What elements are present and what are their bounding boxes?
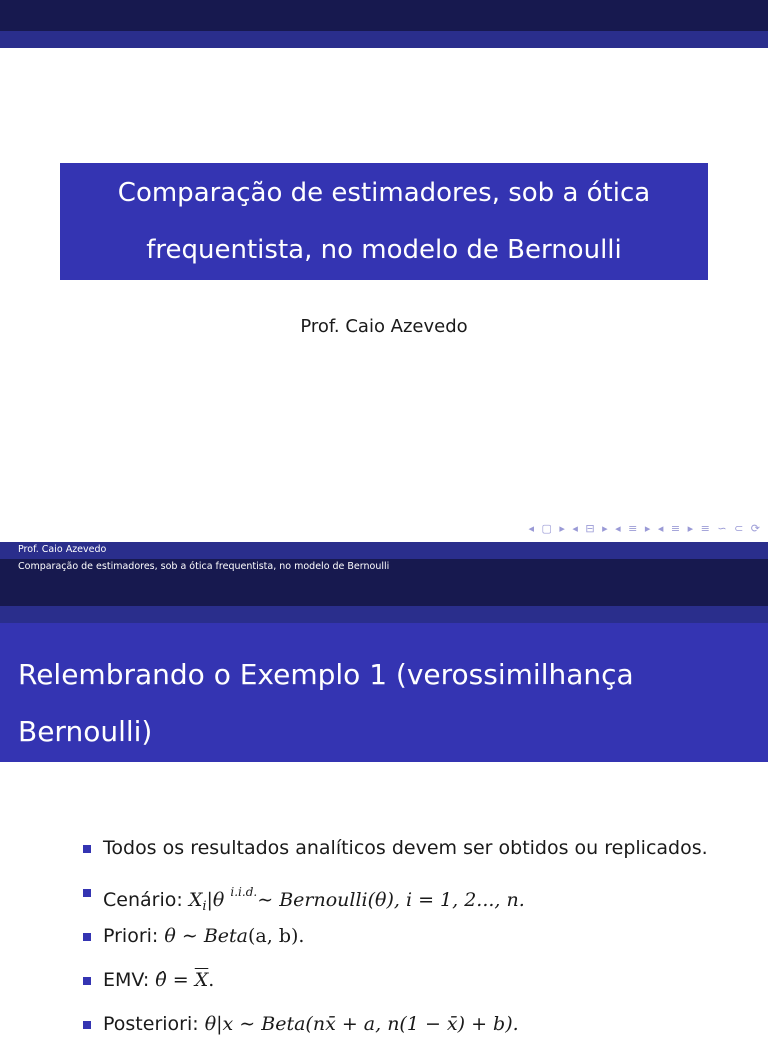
- bullet-marker-icon: [83, 845, 91, 853]
- math-distribution: Bernoulli: [279, 889, 368, 911]
- frame-title-line-1: Relembrando o Exemplo 1 (verossimilhança Bernoulli): [18, 658, 634, 748]
- math-conditional: |θ: [206, 889, 225, 911]
- bullet-item: [83, 877, 753, 921]
- slide1-header-band-light: [0, 31, 768, 48]
- math-subscript: i: [202, 899, 207, 914]
- math-expression: θ ∼: [164, 925, 198, 947]
- math-distribution: Beta: [203, 925, 249, 947]
- footer-band-author: [0, 542, 768, 559]
- bullet-marker-icon: [83, 933, 91, 941]
- math-estimator: θ̂: [155, 969, 167, 991]
- bullet-label: Cenário:: [103, 889, 183, 911]
- bullet-label: Posteriori:: [103, 1013, 199, 1035]
- math-rest: (θ), i = 1, 2..., n.: [367, 889, 525, 911]
- title-box: [60, 163, 708, 280]
- bullet-list: [83, 833, 753, 1053]
- beamer-navigation-icons[interactable]: ◂ ▢ ▸ ◂ ⊟ ▸ ◂ ≡ ▸ ◂ ≡ ▸ ≡ ∽ ⊂ ⟳: [528, 522, 762, 535]
- bullet-marker-icon: [83, 889, 91, 897]
- slide2-header-band-dark: [0, 579, 768, 606]
- bullet-marker-icon: [83, 1021, 91, 1029]
- bullet-item: [83, 833, 753, 877]
- title-line-2: frequentista, no modelo de Bernoulli: [146, 234, 622, 265]
- bullet-text: Todos os resultados analíticos devem ser obtidos ou replicados.: [103, 837, 708, 859]
- bullet-item: [83, 921, 753, 965]
- math-rest: (a, b).: [248, 925, 305, 947]
- math-sim: ∼: [257, 889, 274, 911]
- author-name: Prof. Caio Azevedo: [300, 316, 468, 337]
- math-period: .: [208, 969, 215, 991]
- slide2-header-band-light: [0, 606, 768, 623]
- title-line-1: Comparação de estimadores, sob a ótica: [117, 177, 651, 208]
- math-iid-label: i.i.d.: [230, 885, 258, 899]
- bullet-label: Priori:: [103, 925, 159, 947]
- slide1-header-band-dark: [0, 0, 768, 31]
- frame-title: [18, 646, 758, 817]
- math-equals: =: [166, 969, 195, 991]
- math-expression: θ|x ∼ Beta(nx̄ + a, n(1 − x̄) + b).: [204, 1013, 519, 1035]
- footer-author: Prof. Caio Azevedo: [18, 544, 107, 555]
- math-sample-mean: $\overline{X}$: [194, 969, 209, 991]
- bullet-marker-icon: [83, 977, 91, 985]
- bullet-label: EMV:: [103, 969, 150, 991]
- frame-title-line-2: (aqui): [18, 772, 101, 805]
- bullet-item: [83, 965, 753, 1009]
- footer-title: Comparação de estimadores, sob a ótica frequentista, no modelo de Bernoulli: [18, 561, 390, 572]
- math-variable: X: [188, 889, 203, 911]
- bullet-item: [83, 1009, 753, 1053]
